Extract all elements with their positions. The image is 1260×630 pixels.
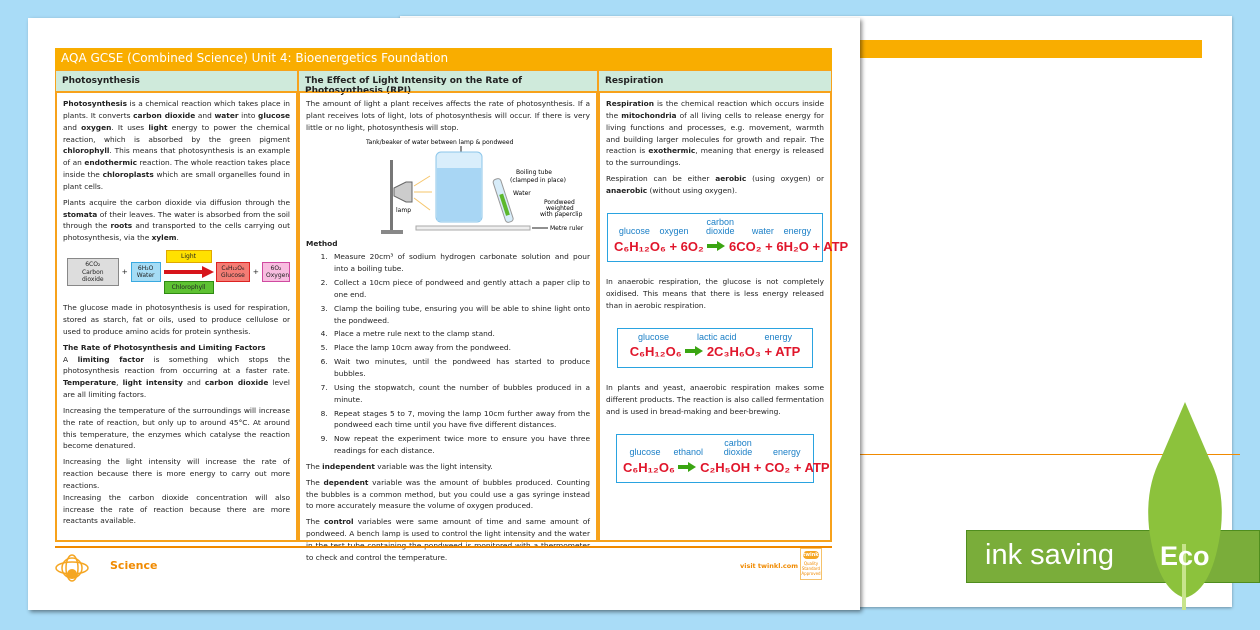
glucose-box <box>216 262 250 282</box>
method-title: Method <box>306 238 338 248</box>
back-page-title-bar <box>860 40 1202 58</box>
paragraph <box>63 354 290 401</box>
method-step: 6. Wait two minutes, until the pondweed has started to produce bubbles. <box>330 356 590 380</box>
equation-formula <box>614 237 849 258</box>
glucose-label: Glucose <box>220 272 245 280</box>
equation-word: glucose <box>637 331 670 342</box>
equation-words <box>623 439 807 458</box>
lamp-icon <box>394 182 412 202</box>
paragraph <box>306 461 590 473</box>
tube-label: Boiling tube <box>516 168 552 176</box>
co2-box <box>67 258 119 286</box>
products: C₂H₅OH + CO₂ + ATP <box>696 459 830 475</box>
co2-label: Carbon dioxide <box>81 268 104 283</box>
reactants: C₆H₁₂O₆ <box>629 344 686 360</box>
paragraph <box>306 98 590 134</box>
pondweed-label: with paperclip <box>540 210 583 218</box>
paragraph <box>306 516 590 563</box>
clamped-label: (clamped in place) <box>510 176 566 184</box>
equation-word: oxygen <box>659 226 689 237</box>
text-run: Increasing the light intensity will increase the rate of reaction because there is more energy to carry out more reactions. <box>63 457 290 490</box>
text-run: Respiration can be either <box>606 174 716 184</box>
eco-leaf-icon <box>1147 400 1223 612</box>
text-run: variable was the amount of bubbles produced. Counting the bubbles is a common method, but you could use a gas syringe instead to more accurately measure the volume of oxygen produced. <box>306 477 590 511</box>
h2o-formula: 6H₂O <box>137 264 154 272</box>
paragraph <box>63 456 290 492</box>
text-run: of their leaves. The water is absorbed from the soil through the <box>63 209 290 231</box>
chlorophyll-box: Chlorophyll <box>164 281 214 294</box>
key-term: roots <box>110 221 133 231</box>
anaerobic-animal-equation <box>617 328 813 368</box>
water-label: Water <box>136 272 155 280</box>
badge-text: Quality Standard Approved <box>801 561 821 576</box>
text-run: , <box>116 378 123 388</box>
text-run: The <box>306 477 324 487</box>
key-term: anaerobic <box>606 185 648 195</box>
quality-badge <box>800 548 822 580</box>
paragraph <box>606 173 824 197</box>
paragraph <box>63 492 290 528</box>
equation-word: energy <box>783 226 812 237</box>
metre-ruler-icon <box>416 226 530 230</box>
text-run: and <box>195 110 215 120</box>
tank-label: Tank/beaker of water between lamp & pondweed <box>366 138 514 146</box>
text-run: variables were same amount of time and same amount of pondweed. A bench lamp is used to control the light intensity and the water to check and control the temperature. <box>306 517 590 562</box>
pondweed-label: Pondweed <box>544 198 575 206</box>
science-logo-icon <box>54 554 90 582</box>
key-term: carbon dioxide <box>204 378 269 388</box>
respiration-column <box>598 92 849 542</box>
paragraph <box>306 477 590 513</box>
method-step: 4. Place a metre rule next to the clamp stand. <box>330 328 590 340</box>
text-run: level are all limiting factors. <box>63 378 290 400</box>
equation-formula <box>623 458 830 479</box>
key-term: glucose <box>258 110 290 120</box>
paragraph <box>63 405 290 452</box>
plus-sign: + <box>121 267 128 277</box>
equation-words <box>624 333 806 342</box>
equation-word: lactic acid <box>696 331 737 342</box>
key-term: light intensity <box>122 378 183 388</box>
key-term: Photosynthesis <box>63 99 127 108</box>
paragraph <box>606 276 824 312</box>
water-label: Water <box>513 189 531 197</box>
text-run: is the chemical reaction which occurs inside the <box>606 99 824 120</box>
equation-word: glucose <box>618 226 650 237</box>
key-term: dependent <box>323 477 369 487</box>
key-term: exothermic <box>648 146 696 156</box>
document-title: AQA GCSE (Combined Science) Unit 4: Bioenergetics Foundation <box>55 48 832 70</box>
key-term: xylem <box>151 233 177 243</box>
respiration-heading: Respiration <box>598 70 832 92</box>
text-run: The <box>306 517 325 527</box>
text-run: (without using oxygen). <box>647 185 738 195</box>
key-term: Respiration <box>606 99 654 108</box>
twinkl-link[interactable]: visit twinkl.com <box>740 562 799 570</box>
paragraph <box>63 302 290 338</box>
paragraph <box>63 197 290 244</box>
text-run: The amount of light a plant receives affects the rate of photosynthesis. If a plant receives lots of light, lots of photosynthesis will occur. If there is very little or no light, photosynthesis will stop. <box>306 99 590 132</box>
equation-word: water <box>751 226 774 237</box>
text-run: Increasing the temperature of the surroundings will increase the rate of reaction, but only up to around 45°C. At around this temperature, the enzymes which catalyse the reaction become denatured. <box>63 405 290 451</box>
subject-label: Science <box>110 559 158 572</box>
ruler-label: Metre ruler <box>550 224 584 232</box>
fermentation-equation <box>616 434 830 484</box>
text-run: of all living cells to release energy for living functions and processes, e.g. movement, warmth and building larger molecules for growth and repair. The reaction is <box>606 110 824 156</box>
text-run: Increasing the carbon dioxide concentration will also increase the rate of reaction because there are more reactants available. <box>63 492 290 526</box>
pondweed-label: weighted <box>546 204 574 212</box>
method-step: 9. Now repeat the experiment twice more to ensure you have three readings for each distance. <box>330 433 590 457</box>
key-term: light <box>148 122 168 132</box>
paragraph <box>606 382 824 418</box>
equation-word: carbon dioxide <box>723 437 753 458</box>
plus-sign: + <box>252 267 259 277</box>
arrow-right-icon <box>685 346 703 356</box>
method-step: 8. Repeat stages 5 to 7, moving the lamp 10cm further away from the pondweed each time until you have five different distances. <box>330 408 590 432</box>
method-step: 5. Place the lamp 10cm away from the pondweed. <box>330 342 590 354</box>
text-run: In plants and yeast, anaerobic respiration makes some different products. The reaction is also called fermentation and is used in bread-making and beer-brewing. <box>606 383 824 416</box>
light-box: Light <box>166 250 212 263</box>
key-term: oxygen <box>81 122 112 132</box>
oxygen-box <box>262 262 290 282</box>
aerobic-equation <box>607 213 849 263</box>
text-run: and <box>63 122 82 132</box>
key-term: chloroplasts <box>102 170 154 180</box>
text-run: and <box>182 378 205 388</box>
key-term: carbon dioxide <box>133 110 196 120</box>
arrow-right-icon <box>707 241 725 251</box>
key-term: control <box>324 517 354 527</box>
reactants: C₆H₁₂O₆ + 6O₂ <box>614 238 708 254</box>
photosynthesis-heading: Photosynthesis <box>55 70 298 92</box>
text-run: The glucose made in photosynthesis is used for respiration, stored as starch, fat or oils, used to produce cellulose or used to produce amino acids for protein synthesis. <box>63 303 290 336</box>
equation-word: ethanol <box>673 447 704 458</box>
key-term: water <box>214 110 239 120</box>
text-run: into <box>238 110 259 120</box>
apparatus-diagram <box>306 138 592 238</box>
key-term: independent <box>322 461 375 471</box>
text-run: which are small organelles found in plant cells. <box>63 170 290 191</box>
clamp-stand-base <box>381 230 403 234</box>
reactants: C₆H₁₂O₆ <box>623 459 679 475</box>
twinkl-logo: twinkl <box>803 552 821 558</box>
key-term: stomata <box>63 209 98 219</box>
method-step: 3. Clamp the boiling tube, ensuring you will be able to shine light onto the pondweed. <box>330 303 590 327</box>
text-run: . <box>176 233 179 243</box>
clamp-stand-rod <box>390 160 393 230</box>
equation-words <box>614 218 816 237</box>
key-term: mitochondria <box>621 110 677 120</box>
method-step: 1. Measure 20cm³ of sodium hydrogen carbonate solution and pour into a boiling tube. <box>330 251 590 275</box>
text-run: . This means that photosynthesis is an example of an <box>63 146 290 168</box>
ink-saving-label: ink saving <box>985 539 1114 571</box>
rpi-heading: The Effect of Light Intensity on the Rate of Photosynthesis (RPI) <box>298 70 598 92</box>
paragraph <box>606 98 824 169</box>
key-term: limiting factor <box>77 354 145 364</box>
rpi-column <box>298 92 598 562</box>
limiting-factors-subheading: The Rate of Photosynthesis and Limiting Factors <box>63 342 266 352</box>
text-run: reaction. The whole reaction takes place inside the <box>63 158 290 180</box>
text-run: (using oxygen) or <box>746 174 824 184</box>
photosynthesis-word-equation <box>67 250 290 294</box>
text-run: and transported to the cells carrying out photosynthesis, via the <box>63 221 290 243</box>
products: 6CO₂ + 6H₂O + ATP <box>725 238 849 254</box>
equation-word: energy <box>764 331 792 342</box>
method-step: 2. Collect a 10cm piece of pondweed and gently attach a paper clip to one end. <box>330 277 590 301</box>
arrow-right-icon <box>164 266 214 278</box>
text-run: In anaerobic respiration, the glucose is not completely oxidised. This means that there is less energy released than in aerobic respiration. <box>606 277 824 311</box>
text-run: variable was the light intensity. <box>374 461 493 471</box>
products: 2C₃H₆O₃ + ATP <box>703 344 801 360</box>
reaction-arrow-group <box>164 250 214 294</box>
text-run: is something which stops the photosynthesis reaction from occurring at a faster rate. <box>63 354 291 376</box>
footer-divider <box>55 546 832 548</box>
equation-word: energy <box>772 447 801 458</box>
key-term: endothermic <box>84 158 138 168</box>
text-run: is a chemical reaction which takes place in plants. It converts <box>63 99 290 120</box>
equation-word: glucose <box>629 447 661 458</box>
water-box <box>131 262 161 282</box>
text-run: A <box>63 354 78 364</box>
glucose-formula: C₆H₁₂O₆ <box>221 264 245 272</box>
method-steps <box>306 251 590 457</box>
key-term: aerobic <box>715 174 747 184</box>
key-term: chlorophyll <box>63 146 110 156</box>
text-run: energy to power the chemical reaction, which is absorbed by the green pigment <box>63 122 290 144</box>
key-term: Temperature <box>63 378 117 388</box>
co2-formula: 6CO₂ <box>85 261 101 269</box>
o2-formula: 6O₂ <box>270 264 282 272</box>
photosynthesis-column <box>55 92 298 542</box>
paragraph <box>63 98 290 193</box>
arrow-right-icon <box>678 462 696 472</box>
method-step: 7. Using the stopwatch, count the number of bubbles produced in a minute. <box>330 382 590 406</box>
lamp-label: lamp <box>396 206 411 214</box>
text-run: Plants acquire the carbon dioxide via diffusion through the <box>63 197 290 207</box>
eco-badge-label: Eco <box>1160 541 1210 571</box>
equation-formula <box>624 342 806 363</box>
equation-word: carbon dioxide <box>705 216 735 237</box>
knowledge-organiser-page <box>28 18 860 610</box>
text-run: The <box>306 461 323 471</box>
text-run: . It uses <box>111 122 149 132</box>
oxygen-label: Oxygen <box>266 272 290 280</box>
text-run: , meaning that energy is released to the surroundings. <box>606 146 824 168</box>
